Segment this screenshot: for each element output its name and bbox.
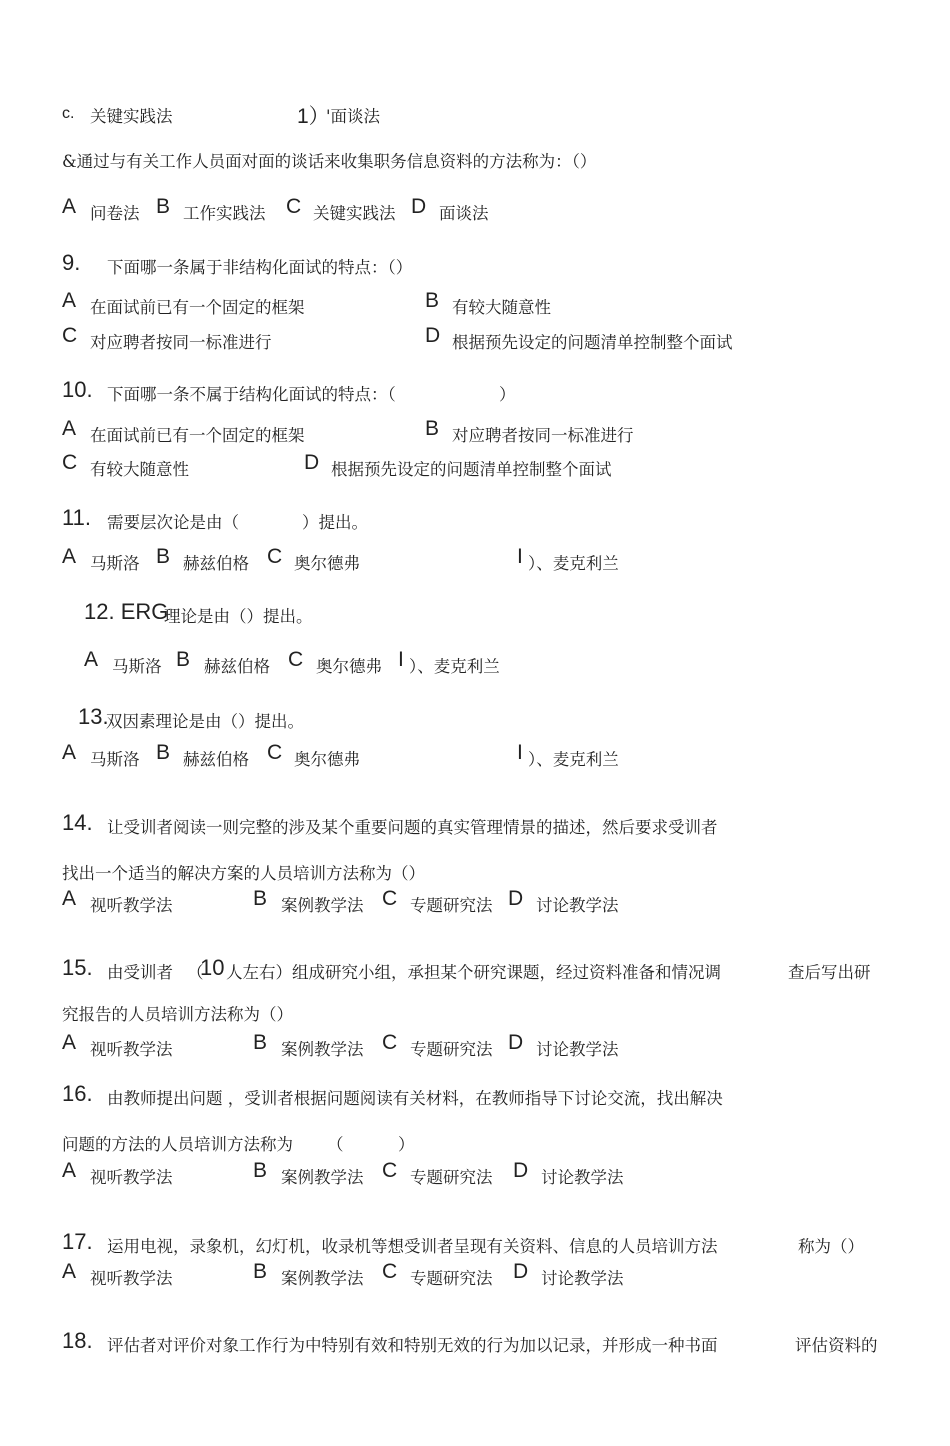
option-b-letter: B <box>156 545 171 568</box>
option-c-text: 奥尔德弗 <box>316 657 382 676</box>
option-d-letter: D <box>513 1260 529 1283</box>
option-d-letter: I <box>517 545 523 568</box>
option-b-letter: B <box>156 195 171 218</box>
option-d-text: 讨论教学法 <box>536 1040 619 1059</box>
option-a-letter: A <box>84 648 99 671</box>
option-a-letter: A <box>62 1159 77 1182</box>
option-a-text: 在面试前已有一个固定的框架 <box>90 298 305 317</box>
option-a-text: 视听教学法 <box>90 896 173 915</box>
option-c-letter: C <box>382 1159 398 1182</box>
option-c-letter: C <box>288 648 304 671</box>
option-c-text: 专题研究法 <box>410 1040 493 1059</box>
option-a-text: 马斯洛 <box>90 750 140 769</box>
question-text: 问题的方法的人员培训方法称为 <box>62 1135 293 1154</box>
question-text: 双因素理论是由（）提出。 <box>106 712 304 731</box>
option-b-text: 赫兹伯格 <box>183 750 249 769</box>
question-number: 18. <box>62 1328 93 1353</box>
option-d-text: 根据预先设定的问题清单控制整个面试 <box>452 333 733 352</box>
question-number: 9. <box>62 250 81 275</box>
option-c-text: 关键实践法 <box>313 204 396 223</box>
option-c-letter: c. <box>62 105 75 122</box>
option-b-text: 有较大随意性 <box>452 298 551 317</box>
option-b-letter: B <box>253 1031 268 1054</box>
question-number: 13. <box>78 704 109 729</box>
question-text-number: 10 <box>200 955 225 980</box>
option-a-text: 问卷法 <box>90 204 140 223</box>
question-number: 15. <box>62 955 93 980</box>
question-text-end: ）提出。 <box>302 513 368 532</box>
question-number: 17. <box>62 1229 93 1254</box>
option-d-letter: D <box>508 1031 524 1054</box>
question-8: &通过与有关工作人员面对面的谈话来收集职务信息资料的方法称为：（） <box>62 152 597 171</box>
option-c-text: 专题研究法 <box>410 896 493 915</box>
option-d-text: 讨论教学法 <box>541 1168 624 1187</box>
option-a-text: 马斯洛 <box>90 554 140 573</box>
option-d-letter: D <box>425 324 441 347</box>
option-d-letter: I <box>398 648 404 671</box>
option-b-text: 赫兹伯格 <box>183 554 249 573</box>
question-14-continued: 找出一个适当的解决方案的人员培训方法称为（） <box>62 864 425 883</box>
question-text-end: 评估资料的 <box>795 1336 878 1355</box>
option-d-text: ）、麦克利兰 <box>528 554 619 573</box>
option-b-letter: B <box>253 887 268 910</box>
option-c-text: 专题研究法 <box>410 1269 493 1288</box>
question-text: 需要层次论是由（ <box>107 513 239 532</box>
question-text: 由受训者 <box>107 963 173 982</box>
option-a-text: 视听教学法 <box>90 1040 173 1059</box>
option-a-letter: A <box>62 417 77 440</box>
option-a-letter: A <box>62 545 77 568</box>
question-text: 由教师提出问题 ，受训者根据问题阅读有关材料，在教师指导下讨论交流，找出解决 <box>107 1089 723 1108</box>
option-b-letter: B <box>425 417 440 440</box>
option-c-letter: C <box>62 451 78 474</box>
option-b-letter: B <box>156 741 171 764</box>
question-text-end: 称为（） <box>798 1237 864 1256</box>
option-d-text: ）、麦克利兰 <box>409 657 500 676</box>
question-text: 让受训者阅读一则完整的涉及某个重要问题的真实管理情景的描述，然后要求受训者 <box>107 818 718 837</box>
question-number: 16. <box>62 1081 93 1106</box>
option-a-letter: A <box>62 1031 77 1054</box>
question-text: 理论是由（）提出。 <box>164 607 313 626</box>
answer-blank-close: ） <box>398 1135 415 1154</box>
option-d-text: 面谈法 <box>439 204 489 223</box>
option-b-text: 案例教学法 <box>281 1269 364 1288</box>
option-d-letter: D <box>508 887 524 910</box>
option-a-text: 视听教学法 <box>90 1168 173 1187</box>
option-c-letter: C <box>267 741 283 764</box>
option-a-text: 马斯洛 <box>112 657 162 676</box>
option-c-letter: C <box>382 1031 398 1054</box>
question-text-end: 查后写出研 <box>788 963 871 982</box>
option-b-text: 对应聘者按同一标准进行 <box>452 426 634 445</box>
answer-blank-close: ） <box>499 385 516 404</box>
option-b-letter: B <box>176 648 191 671</box>
question-number: 14. <box>62 810 93 835</box>
option-b-text: 案例教学法 <box>281 1040 364 1059</box>
option-c-text: 奥尔德弗 <box>294 750 360 769</box>
option-b-letter: B <box>253 1159 268 1182</box>
option-d-letter: D <box>513 1159 529 1182</box>
option-d-text: ）、麦克利兰 <box>528 750 619 769</box>
question-text: 下面哪一条属于非结构化面试的特点：（） <box>107 258 413 277</box>
question-text: 运用电视，录象机，幻灯机，收录机等想受训者呈现有关资料、信息的人员培训方法 <box>107 1237 718 1256</box>
option-b-letter: B <box>425 289 440 312</box>
question-text-paren: （ <box>187 963 204 982</box>
option-a-text: 视听教学法 <box>90 1269 173 1288</box>
option-d-text: '面谈法 <box>326 107 381 126</box>
option-c-letter: C <box>382 887 398 910</box>
question-text: 下面哪一条不属于结构化面试的特点：（ <box>107 385 396 404</box>
option-d-letter: D <box>411 195 427 218</box>
option-d-text: 根据预先设定的问题清单控制整个面试 <box>331 460 612 479</box>
option-d-letter: I <box>517 741 523 764</box>
option-b-letter: B <box>253 1260 268 1283</box>
option-c-text: 对应聘者按同一标准进行 <box>90 333 272 352</box>
option-a-letter: A <box>62 741 77 764</box>
option-d-letter: 1） <box>297 105 330 128</box>
question-text: 评估者对评价对象工作行为中特别有效和特别无效的行为加以记录，并形成一种书面 <box>107 1336 718 1355</box>
option-c-text: 专题研究法 <box>410 1168 493 1187</box>
option-c-letter: C <box>382 1260 398 1283</box>
option-d-text: 讨论教学法 <box>536 896 619 915</box>
option-a-text: 在面试前已有一个固定的框架 <box>90 426 305 445</box>
question-number: 10. <box>62 377 93 402</box>
question-number: 11. <box>62 505 91 530</box>
question-text-cont: 人左右）组成研究小组，承担某个研究课题，经过资料准备和情况调 <box>226 963 721 982</box>
option-c-letter: C <box>62 324 78 347</box>
option-b-text: 案例教学法 <box>281 896 364 915</box>
option-d-letter: D <box>304 451 320 474</box>
option-d-text: 讨论教学法 <box>541 1269 624 1288</box>
question-15-continued: 究报告的人员培训方法称为（） <box>62 1005 293 1024</box>
question-number: 12. ERG <box>84 599 169 624</box>
option-c-letter: C <box>267 545 283 568</box>
option-b-text: 案例教学法 <box>281 1168 364 1187</box>
option-c-text: 关键实践法 <box>90 107 173 126</box>
option-b-text: 赫兹伯格 <box>204 657 270 676</box>
option-c-text: 奥尔德弗 <box>294 554 360 573</box>
answer-blank-open: （ <box>327 1135 344 1154</box>
option-a-letter: A <box>62 1260 77 1283</box>
option-c-text: 有较大随意性 <box>90 460 189 479</box>
option-a-letter: A <box>62 289 77 312</box>
option-a-letter: A <box>62 887 77 910</box>
option-c-letter: C <box>286 195 302 218</box>
option-a-letter: A <box>62 195 77 218</box>
option-b-text: 工作实践法 <box>183 204 266 223</box>
